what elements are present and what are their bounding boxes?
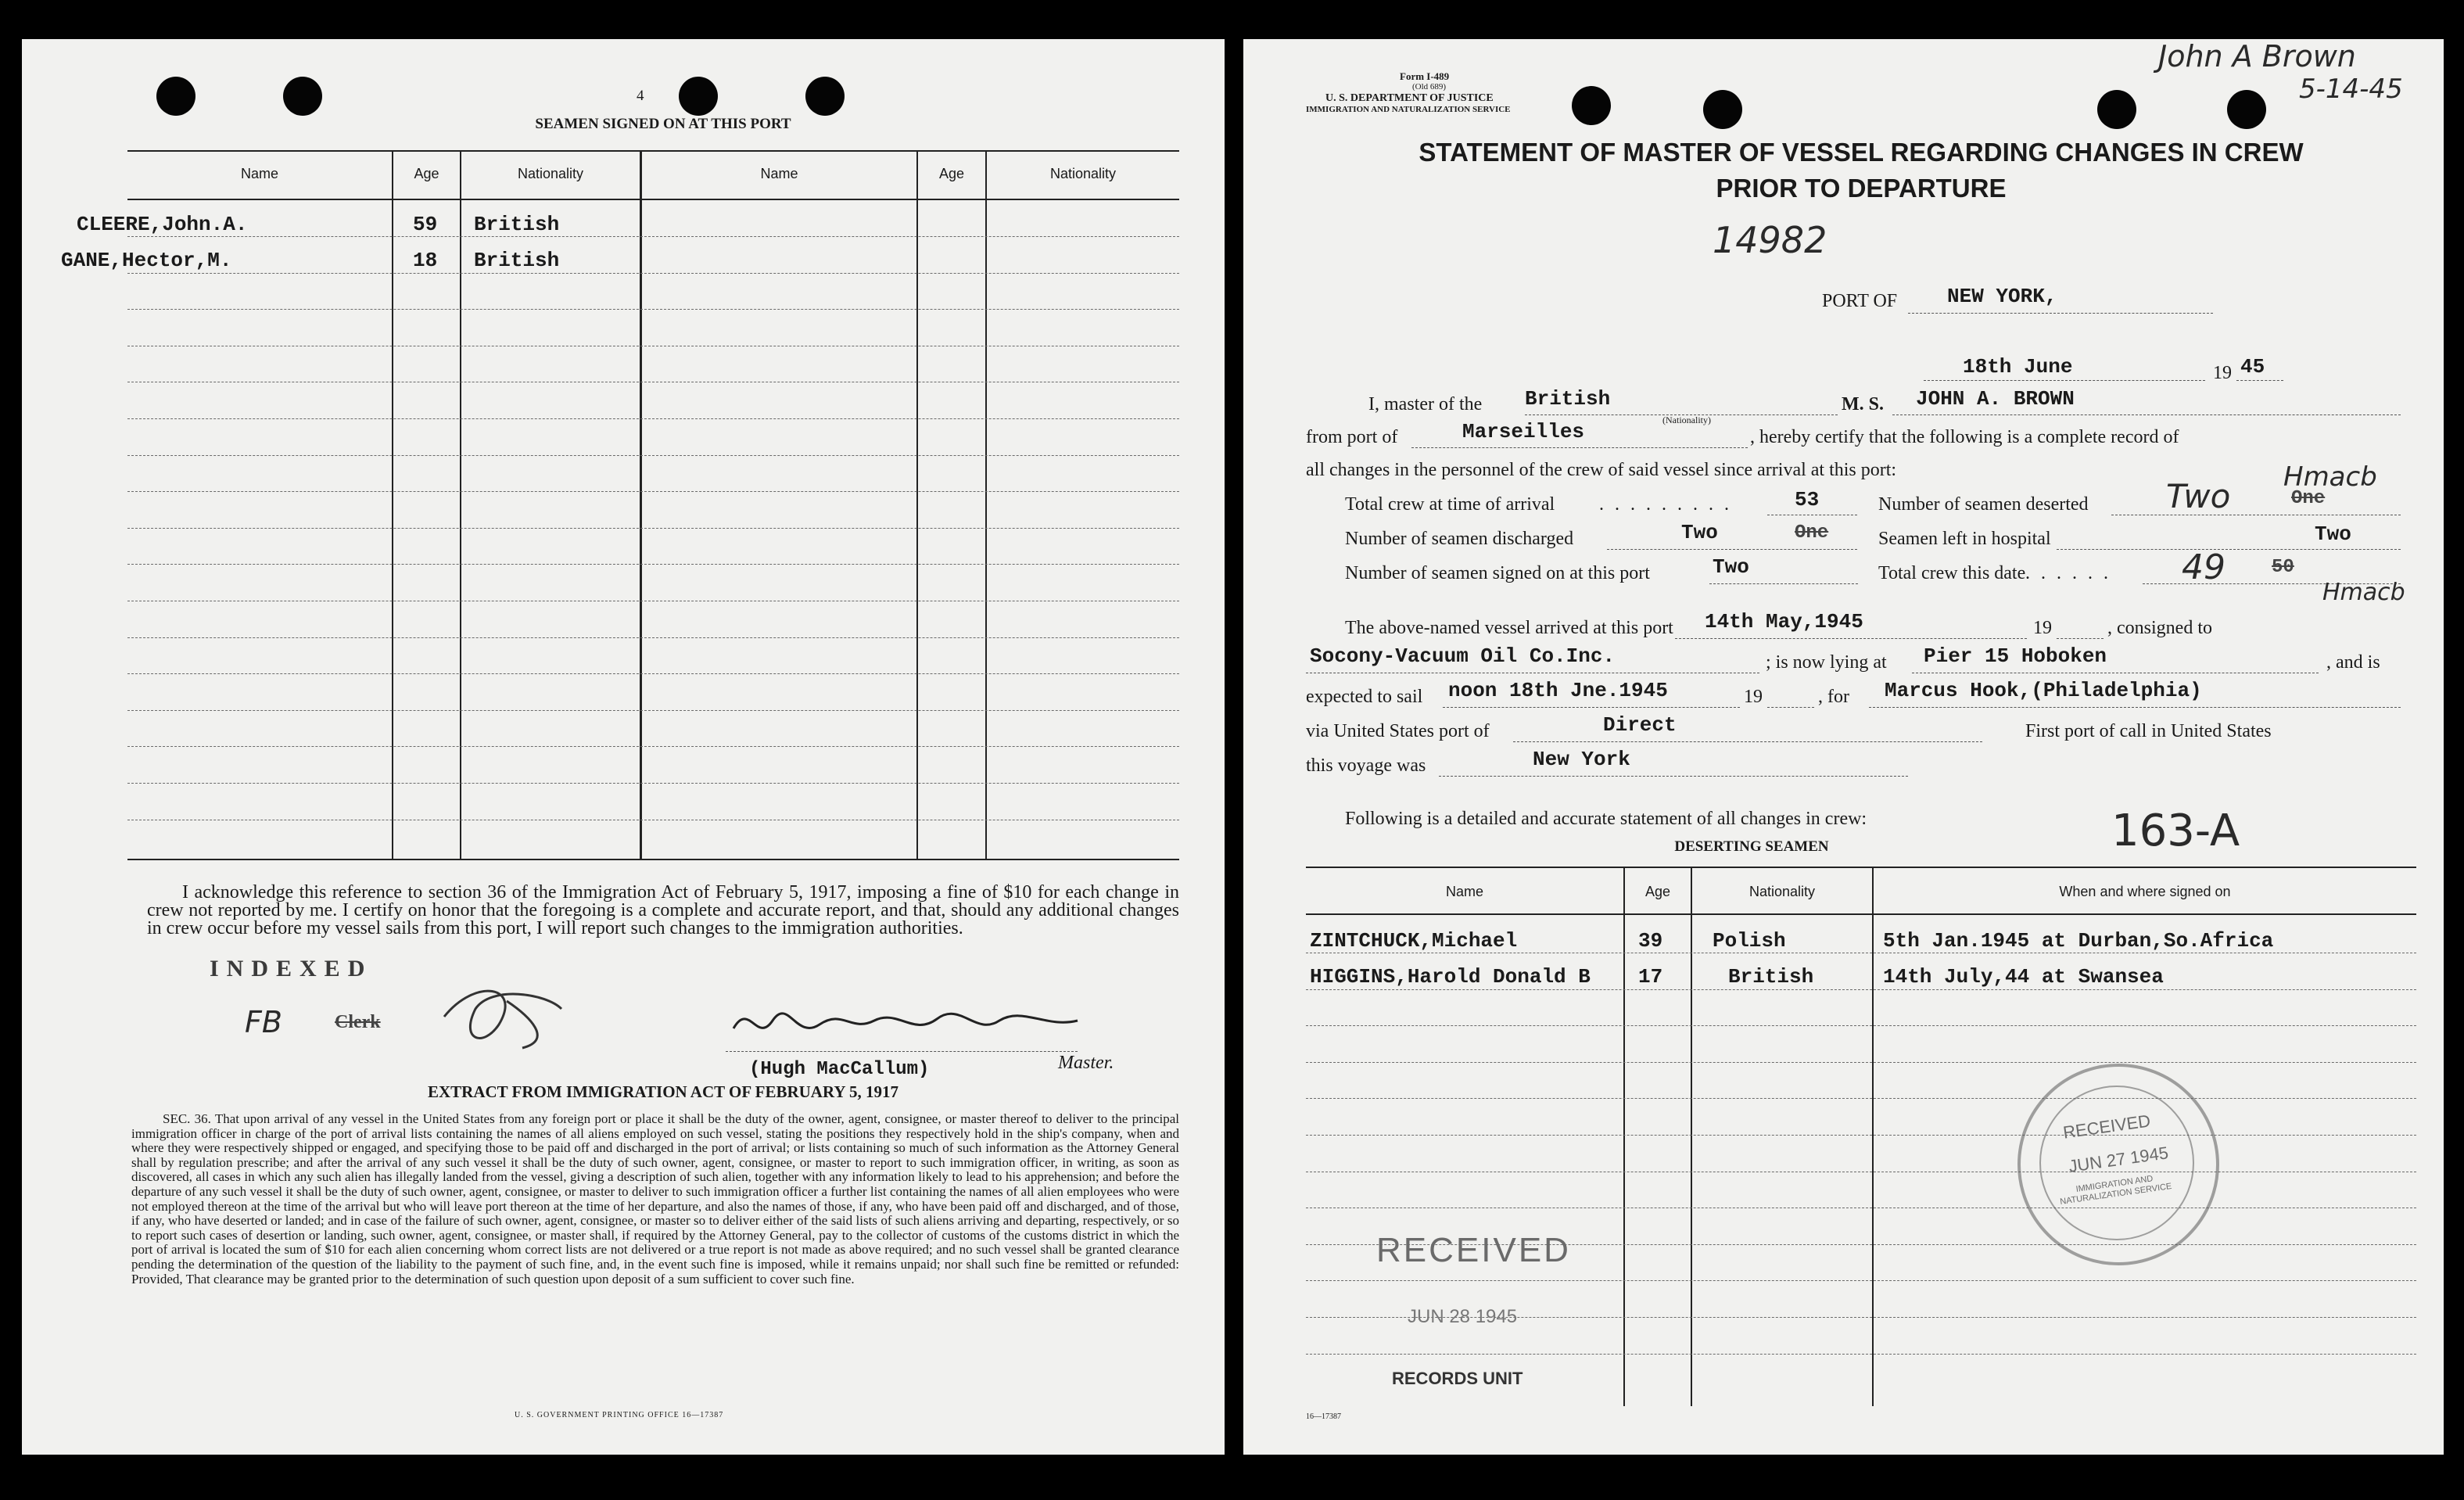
- table-rule: [127, 236, 1179, 237]
- year-prefix: 19: [2213, 363, 2232, 383]
- punch-hole: [1703, 90, 1742, 129]
- table-row-age: 39: [1638, 929, 1663, 953]
- master-of-the-label: I, master of the: [1368, 394, 1483, 414]
- table-row-nationality: British: [474, 213, 560, 236]
- signed-on-value: Two: [1713, 555, 1749, 579]
- table-rule: [127, 418, 1179, 419]
- deserted-value: Two: [2166, 477, 2231, 515]
- from-port-value: Marseilles: [1462, 420, 1585, 443]
- arrived-label: The above-named vessel arrived at this port: [1345, 618, 1673, 638]
- from-port-label: from port of: [1306, 427, 1398, 447]
- received-date: JUN 28 1945: [1408, 1306, 1518, 1327]
- punch-hole: [283, 77, 322, 116]
- table-rule: [1306, 1354, 2416, 1355]
- form-number: Form I-489: [1400, 70, 1450, 82]
- port-label: PORT OF: [1822, 291, 1898, 311]
- clerk-label: Clerk: [335, 1012, 381, 1032]
- table-row-name: GANE,Hector,M.: [61, 249, 232, 272]
- form-code: 16—17387: [1306, 1412, 1341, 1421]
- handwritten-code: 163-A: [2111, 806, 2240, 856]
- and-is-label: , and is: [2326, 652, 2380, 673]
- following-text: Following is a detailed and accurate statement of all changes in crew:: [1345, 809, 1867, 829]
- handwritten-corner-date: 5-14-45: [2299, 74, 2403, 105]
- signed-on-label: Number of seamen signed on at this port: [1345, 563, 1650, 583]
- table-row-age: 17: [1638, 965, 1663, 989]
- received-stamp: RECEIVED: [1376, 1231, 1571, 1269]
- table-rule: [1306, 1098, 2416, 1099]
- col-header-name-2: Name: [760, 166, 798, 181]
- sail-label: expected to sail: [1306, 687, 1423, 707]
- for-label: , for: [1818, 687, 1849, 707]
- consignee: Socony-Vacuum Oil Co.Inc.: [1310, 644, 1616, 668]
- punch-hole: [2227, 90, 2266, 129]
- title-line-2: PRIOR TO DEPARTURE: [1716, 174, 2007, 203]
- indexed-stamp: INDEXED: [210, 956, 373, 981]
- date-value: 18th June: [1963, 355, 2073, 379]
- sec36-text: SEC. 36. That upon arrival of any vessel in the United States from any foreign port or place it shall be the duty of the owner, agent, consignee, or master thereof to deliver to the principal immigration officer in charge of the port of arrival lists containing the names of all aliens employed on such vessel, stating the positions they respectively hold in the ship's company, when and where they were respectively shipped or engaged, and specifying those to be paid off and discharged in the port of arrival; or lists containing so much of such information as the Attorney General shall by regulation prescribe; and after the arrival of any such vessel it shall be the duty of such owner, agent, consignee, or master to report to such immigration officer, in writing, as soon as discovered, all cases in which any such alien has illegally landed from the vessel, giving a description of such alien, together with any information likely to lead to his apprehension; and before the departure of any such vessel it shall be the duty of such owner, agent, consignee, or master to deliver to such immigration officer a further list containing the names of all alien employees who were not employed thereon at the time of the arrival but who will leave port thereon at the time of her departure, and also the names of those, if any, who have been paid off and discharged, and of those, if any, who have deserted or landed; and in case of the failure of such owner, agent, consignee, or master so to deliver either of the said lists of such aliens arriving and departing, respectively, or so to report such cases of desertion or landing, such owner, agent, consignee, or master shall, if required by the Attorney General, pay to the collector of customs of the customs district in which the port of arrival is located the sum of $10 for each alien concerning whom correct lists are not delivered or a true report is not made as above required; and no such vessel shall be granted clearance pending the determination of the question of the liability to the payment of such fine, and, in the event such fine is imposed, while it remains unpaid; nor shall such fine be remitted or refunded: Provided, That clearance may be granted prior to the determination of such question upon deposit of a sum sufficient to cover such fine.: [131, 1111, 1179, 1286]
- total-crew-arrival-label: Total crew at time of arrival: [1345, 494, 1555, 515]
- via-value: Direct: [1603, 713, 1677, 737]
- round-stamp-received: RECEIVED: [2061, 1111, 2152, 1143]
- table-rule: [127, 746, 1179, 747]
- form-old: (Old 689): [1412, 82, 1447, 92]
- hospital-label: Seamen left in hospital: [1878, 529, 2051, 549]
- col-header-name: Name: [240, 166, 278, 181]
- voyage-value: New York: [1533, 748, 1630, 771]
- table-rule: [127, 564, 1179, 565]
- col-header-nationality-2: Nationality: [1049, 166, 1117, 181]
- right-page: [1243, 39, 2444, 1455]
- certify-text-2: all changes in the personnel of the crew of said vessel since arrival at this port:: [1306, 460, 1897, 480]
- lying-label: ; is now lying at: [1766, 652, 1887, 673]
- table-rule: [1306, 1062, 2416, 1063]
- table-row-age: 18: [413, 249, 438, 272]
- sail-value: noon 18th Jne.1945: [1448, 679, 1668, 702]
- page-number: 4: [637, 88, 644, 104]
- table-row-name: CLEERE,John.A.: [77, 213, 248, 236]
- consigned-label: , consigned to: [2107, 618, 2212, 638]
- col-header-age: Age: [414, 166, 439, 181]
- total-date-initials: Hmacb: [2322, 579, 2405, 606]
- service: IMMIGRATION AND NATURALIZATION SERVICE: [1306, 105, 1511, 114]
- punch-hole: [1572, 86, 1611, 125]
- master-label: Master.: [1058, 1053, 1114, 1073]
- vessel-prefix: M. S.: [1842, 394, 1884, 414]
- acknowledgment-text: I acknowledge this reference to section 36 of the Immigration Act of February 5, 1917, imposing a fine of $10 for each change in crew not reported by me. I certify on honor that the foregoing is a complete and accurate report, and that, should any additional changes in crew occur before my vessel sails from this port, I will report such changes to the immigration authorities.: [147, 882, 1179, 938]
- round-stamp-text: IMMIGRATION AND NATURALIZATION SERVICE: [2059, 1174, 2173, 1207]
- gpo-line: U. S. GOVERNMENT PRINTING OFFICE 16—17387: [515, 1411, 724, 1419]
- table-rule: [127, 528, 1179, 529]
- table-rule: [127, 491, 1179, 492]
- table-rule: [1306, 1025, 2416, 1026]
- hospital-value: Two: [2315, 522, 2351, 546]
- arrived-value: 14th May,1945: [1705, 610, 1863, 633]
- table-rule: [127, 710, 1179, 711]
- year-value: 45: [2240, 355, 2265, 379]
- section-title: SEAMEN SIGNED ON AT THIS PORT: [535, 116, 791, 132]
- deserted-struck: One: [2291, 488, 2326, 509]
- leader-dots: . . . . . .: [2025, 563, 2111, 583]
- year-prefix: 19: [2033, 618, 2052, 638]
- total-date-struck: 50: [2272, 557, 2294, 578]
- left-page: [22, 39, 1225, 1455]
- vessel-name: JOHN A. BROWN: [1916, 387, 2075, 411]
- nationality-caption: (Nationality): [1662, 414, 1711, 425]
- nationality-value: British: [1525, 387, 1611, 411]
- table-row-age: 59: [413, 213, 438, 236]
- extract-title: EXTRACT FROM IMMIGRATION ACT OF FEBRUARY 5, 1917: [427, 1082, 899, 1101]
- table-rule: [1306, 989, 2416, 990]
- table-row-name: ZINTCHUCK,Michael: [1310, 929, 1518, 953]
- col-header-nationality: Nationality: [517, 166, 584, 181]
- table-row-when-where: 14th July,44 at Swansea: [1883, 965, 2164, 989]
- discharged-value: Two: [1681, 521, 1718, 544]
- clerk-initials: FB: [245, 1005, 282, 1039]
- title-line-1: STATEMENT OF MASTER OF VESSEL REGARDING CHANGES IN CREW: [1419, 138, 2304, 167]
- certify-text: , hereby certify that the following is a complete record of: [1750, 427, 2179, 447]
- leader-dots: . . . . . . . . .: [1599, 494, 1732, 515]
- table-rule: [1306, 1280, 2416, 1281]
- total-date-label: Total crew this date: [1878, 563, 2026, 583]
- col-header-nationality: Nationality: [1748, 884, 1816, 899]
- col-header-age-2: Age: [938, 166, 965, 181]
- table-row-nationality: British: [1728, 965, 1814, 989]
- deserted-initials: Hmacb: [2283, 461, 2377, 493]
- form-title: [1314, 135, 2408, 206]
- master-signature: [726, 997, 1085, 1052]
- master-name: (Hugh MacCallum): [749, 1059, 930, 1080]
- punch-hole: [679, 77, 718, 116]
- table-rule: [127, 673, 1179, 674]
- for-value: Marcus Hook,(Philadelphia): [1885, 679, 2202, 702]
- voyage-label: this voyage was: [1306, 755, 1426, 776]
- file-number: 14982: [1713, 219, 1827, 261]
- table-row-nationality: British: [474, 249, 560, 272]
- deserting-title: DESERTING SEAMEN: [1674, 838, 1829, 855]
- table-row-when-where: 5th Jan.1945 at Durban,So.Africa: [1883, 929, 2274, 953]
- year-prefix: 19: [1744, 687, 1763, 707]
- round-stamp-date: JUN 27 1945: [2067, 1143, 2170, 1176]
- discharged-label: Number of seamen discharged: [1345, 529, 1574, 549]
- handwritten-corner-name: John A Brown: [2158, 39, 2356, 74]
- punch-hole: [2097, 90, 2136, 129]
- col-header-when-where: When and where signed on: [2059, 884, 2231, 899]
- total-crew-arrival-value: 53: [1795, 488, 1820, 511]
- punch-hole: [805, 77, 845, 116]
- table-row-nationality: Polish: [1713, 929, 1786, 953]
- records-unit: RECORDS UNIT: [1392, 1369, 1523, 1388]
- col-header-name: Name: [1445, 884, 1483, 899]
- table-row-name: HIGGINS,Harold Donald B: [1310, 965, 1591, 989]
- deserted-label: Number of seamen deserted: [1878, 494, 2089, 515]
- table-rule: [1306, 1135, 2416, 1136]
- table-rule: [127, 783, 1179, 784]
- total-date-value: 49: [2182, 547, 2225, 587]
- department: U. S. DEPARTMENT OF JUSTICE: [1325, 92, 1494, 104]
- port-value: NEW YORK,: [1947, 285, 2057, 308]
- discharged-struck: One: [1795, 522, 1829, 544]
- punch-hole: [156, 77, 195, 116]
- table-rule: [127, 637, 1179, 638]
- via-label: via United States port of: [1306, 721, 1490, 741]
- lying-value: Pier 15 Hoboken: [1924, 644, 2107, 668]
- table-rule: [127, 455, 1179, 456]
- clerk-signature: [429, 970, 585, 1064]
- table-rule: [127, 309, 1179, 310]
- first-port-label: First port of call in United States: [2025, 721, 2272, 741]
- table-rule: [127, 273, 1179, 274]
- col-header-age: Age: [1644, 884, 1671, 899]
